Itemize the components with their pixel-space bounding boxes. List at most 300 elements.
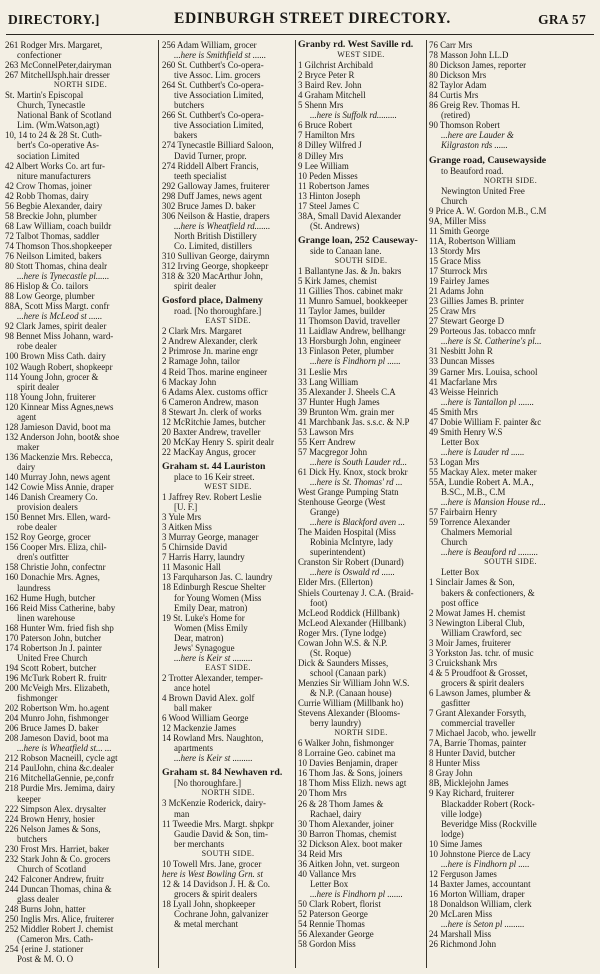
directory-entry: 32 Dickson Alex. boot maker — [298, 838, 403, 849]
directory-entry: Letter Box — [441, 567, 480, 578]
directory-entry: 40 Vallance Mrs — [298, 868, 357, 879]
directory-entry: 1 Jaffrey Rev. Robert Leslie — [162, 492, 262, 503]
directory-entry: Currie William (Millbank ho) — [298, 698, 404, 709]
directory-entry: 8 Lorraine Geo. cabinet ma — [298, 748, 396, 759]
directory-entry: bakers — [174, 130, 198, 141]
directory-entry: David Turner, propr. — [174, 150, 247, 161]
directory-entry: 9 Kay Richard, fruiterer — [429, 788, 515, 799]
directory-entry: Co. Limited, distillers — [174, 240, 252, 251]
directory-entry: 4 & 5 Proudfoot & Grosset, — [429, 667, 528, 678]
street-heading: Grange loan, 252 Causeway- — [298, 235, 418, 246]
directory-entry: provision dealers — [17, 502, 78, 513]
directory-entry: laundress — [17, 582, 51, 593]
directory-entry: fishmonger — [17, 693, 58, 704]
directory-entry: 3 Moir James, fruiterer — [429, 637, 511, 648]
directory-entry: 6 Bruce Robert — [298, 120, 353, 131]
directory-entry: 3 McKenzie Roderick, dairy- — [162, 798, 266, 809]
directory-entry: 11 Munro Samuel, bookkeeper — [298, 296, 408, 307]
directory-entry: place to 16 Keir street. — [174, 471, 255, 482]
directory-entry: 11 Tweedie Mrs. Margt. shpkpr — [162, 818, 274, 829]
directory-entry: 56 Begbie Alexander, dairy — [5, 200, 103, 211]
directory-entry: 166 Reid Miss Catherine, baby — [5, 602, 116, 613]
directory-entry: 6 Adams Alex. customs officr — [162, 386, 268, 397]
directory-entry: 19 Fairley James — [429, 276, 490, 287]
directory-entry: 150 Bennet Mrs. Ellen, ward- — [5, 512, 111, 523]
directory-entry: 9A, Miller Miss — [429, 215, 486, 226]
directory-entry: for Young Women (Miss — [174, 592, 262, 603]
directory-entry: National Bank of Scotland — [17, 110, 112, 121]
directory-entry: 39 Garner Mrs. Louisa, school — [429, 366, 538, 377]
directory-entry: Church, Tynecastle — [17, 100, 86, 111]
directory-entry: 4 Brown David Alex. golf — [162, 693, 255, 703]
directory-entry: 8B, Micklejohn James — [429, 778, 509, 789]
cross-street-line: ...here is Blackford aven ... — [310, 517, 405, 528]
directory-entry: 17 Steel James C — [298, 200, 359, 211]
directory-entry: 11 Masonic Hall — [162, 562, 221, 573]
directory-entry: road. [No thoroughfare.] — [174, 306, 262, 317]
directory-entry: 6 Cameron Andrew, mason — [162, 396, 259, 407]
directory-entry: to Beauford road. — [441, 165, 504, 176]
directory-entry: 50 Clark Robert, florist — [298, 898, 381, 909]
directory-entry: 261 Rodger Mrs. Margaret, — [5, 40, 103, 50]
directory-entry: linen warehouse — [17, 612, 75, 623]
directory-entry: 14 Baxter James, accountant — [429, 878, 531, 889]
directory-entry: 16 Morton William, draper — [429, 888, 525, 899]
directory-entry: 7A, Barrie Thomas, painter — [429, 738, 527, 749]
directory-entry: 41 Macfarlane Mrs — [429, 376, 498, 387]
directory-entry: Chalmers Memorial — [441, 527, 513, 538]
directory-entry: Cranston Sir Robert (Dunard) — [298, 557, 404, 568]
directory-entry: 80 Stott Thomas, china dealr — [5, 261, 108, 272]
directory-entry: 256 Adam William, grocer — [162, 40, 257, 50]
directory-entry: 274 Riddell Albert Francis, — [162, 160, 259, 171]
cross-street-line: Kilgraston rds ...... — [441, 140, 508, 151]
directory-entry: tive Association Limited, — [174, 120, 264, 131]
directory-entry: 59 Torrence Alexander — [429, 517, 511, 528]
directory-entry: Beveridge Miss (Rockville — [441, 818, 537, 829]
directory-entry: [No thoroughfare.] — [174, 778, 242, 789]
directory-entry: 2 Primrose Jn. marine engr — [162, 346, 258, 357]
directory-entry: 254 {erine J. stationer — [5, 944, 84, 955]
directory-entry: 31 Nesbitt John R — [429, 346, 493, 357]
directory-entry: 36 Aitken John, vet. surgeon — [298, 858, 400, 869]
directory-entry: 26 Richmond John — [429, 939, 497, 950]
directory-entry: 20 McLaren Miss — [429, 909, 493, 920]
directory-entry: 263 McConnelPeter,dairyman — [5, 60, 112, 71]
side-heading: EAST SIDE. — [205, 662, 251, 672]
directory-entry: Blackadder Robert (Rock- — [441, 798, 535, 809]
directory-entry: 7 Michael Jacob, who. jewellr — [429, 728, 536, 739]
directory-entry: 30 Barron Thomas, chemist — [298, 828, 397, 839]
directory-entry: 252 Middler Robert J. chemist — [5, 924, 114, 935]
directory-entry: 302 Bruce James D. baker — [162, 200, 256, 211]
directory-entry: 5 Kirk James, chemist — [298, 276, 377, 287]
directory-entry: 53 Logan Mrs — [429, 456, 480, 467]
directory-entry: 200 McVeigh Mrs. Elizabeth, — [5, 683, 110, 693]
directory-entry: Church — [441, 195, 468, 206]
directory-entry: 318 & 320 MacArthur John, — [162, 271, 263, 282]
directory-entry: 8 Dilley Wilfred J — [298, 140, 362, 151]
side-heading: SOUTH SIDE. — [334, 255, 388, 265]
directory-entry: 7 Hamilton Mrs — [298, 130, 355, 141]
directory-entry: school (Canaan park) — [310, 667, 386, 678]
directory-entry: 120 Kinnear Miss Agnes,news — [5, 401, 114, 412]
directory-entry: Robinia McIntyre, lady — [310, 537, 394, 548]
directory-entry: 13 Finlason Peter, plumber — [298, 346, 394, 357]
directory-entry: 43 Weisse Heinrich — [429, 386, 499, 397]
directory-entry: 90 Thomson Robert — [429, 120, 500, 131]
directory-entry: 18 Lyall John, shopkeeper — [162, 898, 256, 909]
cross-street-line: ...here are Lauder & — [441, 130, 514, 141]
directory-entry: butchers — [17, 833, 48, 844]
directory-entry: 8 Gray John — [429, 768, 473, 779]
directory-entry: 6 Mackay John — [162, 376, 217, 387]
directory-entry: teeth specialist — [174, 170, 227, 181]
directory-entry: 53 Lawson Mrs — [298, 426, 354, 437]
directory-entry: 20 Baxter Andrew, traveller — [162, 426, 261, 437]
directory-entry: (retired) — [441, 110, 471, 121]
directory-entry: 248 Burns John, hatter — [5, 904, 86, 915]
directory-entry: 142 Cowie Miss Annie, draper — [5, 482, 114, 493]
directory-entry: 162 Hume Hugh, butcher — [5, 592, 96, 603]
column-1 — [5, 40, 156, 964]
directory-entry: 86 Greig Rev. Thomas H. — [429, 100, 520, 111]
directory-entry: The Maiden Hospital (Miss — [298, 527, 396, 538]
directory-entry: glass dealer — [17, 893, 59, 904]
directory-entry: superintendent) — [310, 547, 366, 558]
page-title: EDINBURGH STREET DIRECTORY. — [174, 10, 451, 27]
header-left: DIRECTORY.] — [8, 12, 100, 27]
directory-entry: 82 Taylor Adam — [429, 80, 487, 91]
side-heading: WEST SIDE. — [337, 50, 385, 60]
directory-entry: Rachael, dairy — [310, 808, 362, 819]
column-2 — [162, 40, 294, 929]
directory-entry: 13 Stordy Mrs — [429, 245, 481, 256]
directory-entry: 57 Fairbairn Henry — [429, 507, 498, 518]
directory-entry: 23 Gillies James B. printer — [429, 296, 524, 307]
directory-entry: 3 Baird Rev. John — [298, 80, 362, 91]
directory-entry: 168 Hunter Wm. fried fish shp — [5, 622, 114, 633]
directory-entry: 9 Lee William — [298, 160, 349, 171]
directory-entry: 208 Jameson David, boot ma — [5, 733, 109, 744]
directory-entry: (St. Andrews) — [310, 220, 360, 231]
directory-entry: 13 Hinton Joseph — [298, 190, 361, 201]
directory-entry: gasfitter — [441, 698, 471, 709]
side-heading: NORTH SIDE. — [483, 175, 538, 185]
directory-entry: 206 Bruce James D. baker — [5, 723, 99, 734]
directory-entry: 30 Thom Alexander, joiner — [298, 818, 394, 829]
directory-entry: 45 Smith Mrs — [429, 406, 478, 417]
directory-entry: 88 Low George, plumber — [5, 291, 95, 302]
directory-entry: 292 Galloway James, fruiterer — [162, 180, 270, 191]
directory-entry: confectioner — [17, 50, 62, 61]
directory-entry: 98 Bennet Miss Johann, ward- — [5, 331, 114, 342]
street-heading: Graham st. 84 Newhaven rd. — [162, 768, 283, 779]
directory-entry: 57 Macgregor John — [298, 446, 368, 457]
directory-entry: Letter Box — [310, 878, 349, 889]
directory-entry: North British Distillery — [174, 230, 257, 241]
directory-entry: 224 Brown Henry, hosier — [5, 813, 95, 824]
directory-entry: 12 Ferguson James — [429, 868, 497, 879]
directory-entry: bakers & confectioners, & — [441, 587, 535, 598]
directory-entry: 35 Alexander J. Sheels C.A — [298, 386, 396, 397]
column-3 — [298, 40, 424, 949]
directory-entry: post office — [441, 597, 479, 608]
directory-entry: 196 McTurk Robert R. fruitr — [5, 672, 107, 683]
directory-entry: 55A, Lundie Robert A. M.A., — [429, 477, 534, 488]
directory-entry: 27 Stewart George D — [429, 316, 505, 327]
directory-entry: 1 Sinclair James & Son, — [429, 577, 515, 588]
directory-entry: maker — [17, 441, 40, 452]
side-heading: SOUTH SIDE. — [484, 557, 537, 567]
directory-entry: 306 Neilson & Hastie, drapers — [162, 210, 270, 221]
directory-entry: 118 Young John, fruiterer — [5, 391, 96, 402]
directory-entry: 310 Sullivan George, dairymn — [162, 250, 270, 261]
directory-entry: 14 Rowland Mrs. Naughton, — [162, 733, 264, 744]
cross-street-line: ...here is St. Thomas' rd ... — [310, 477, 403, 488]
directory-entry: 312 Irving George, shopkeepr — [162, 261, 269, 272]
directory-entry: 2 Trotter Alexander, temper- — [162, 672, 264, 683]
directory-entry: 3 Newington Liberal Club, — [429, 617, 525, 628]
directory-entry: 11 Smith George — [429, 225, 490, 236]
directory-entry: robe dealer — [17, 522, 57, 533]
directory-entry: 55 Mackay Alex. meter maker — [429, 466, 537, 477]
directory-entry: 26 & 28 Thom James & — [298, 798, 384, 809]
side-heading: NORTH SIDE. — [53, 80, 108, 90]
directory-entry: 11 Taylor James, builder — [298, 306, 386, 317]
directory-entry: 8 Stewart Jn. clerk of works — [162, 406, 262, 417]
header-right: GRA 57 — [538, 12, 586, 27]
cross-street-line: ...here is Smithfield st ...... — [174, 50, 267, 61]
directory-entry: 29 Porteous Jas. tobacco mnfr — [429, 326, 536, 337]
directory-entry: butchers — [174, 100, 205, 111]
directory-entry: 102 Waugh Robert, shopkeepr — [5, 361, 113, 372]
directory-entry: 11 Thomson David, traveller — [298, 316, 401, 327]
directory-entry: 10 Peden Misses — [298, 170, 358, 181]
directory-entry: 13 Horsburgh John, engineer — [298, 336, 401, 347]
directory-entry: 158 Christie John, confectnr — [5, 562, 106, 573]
directory-entry: 4 Graham Mitchell — [298, 90, 366, 101]
directory-entry: 267 MitchellJsph.hair dresser — [5, 70, 110, 81]
directory-entry: 11 Gillies Thos. cabinet makr — [298, 286, 403, 297]
directory-entry: 42 Crow Thomas, joiner — [5, 180, 92, 191]
directory-entry: 58 Gordon Miss — [298, 939, 356, 950]
directory-entry: Women (Miss Emily — [174, 622, 248, 633]
directory-entry: West Grange Pumping Statn — [298, 487, 399, 498]
directory-entry: 80 Dickson James, reporter — [429, 60, 527, 71]
directory-entry: Dick & Saunders Misses, — [298, 657, 389, 668]
directory-entry: 3 Yorkston Jas. tchr. of music — [429, 647, 534, 658]
directory-entry: ville lodge) — [441, 808, 482, 819]
cross-street-line: ...here is Suffolk rd......... — [310, 110, 397, 121]
directory-entry: 20 Thom Mrs — [298, 788, 347, 799]
directory-entry: 47 Dobie William F. painter &c — [429, 416, 542, 427]
directory-entry: 114 Young John, grocer & — [5, 371, 99, 382]
directory-entry: 5 Chirnside David — [162, 542, 228, 553]
directory-entry: Letter Box — [441, 436, 480, 447]
directory-entry: 2 Mowat James H. chemist — [429, 607, 526, 618]
directory-entry: Cowan John W.S. & N.P. — [298, 637, 388, 648]
directory-entry: 232 Stark John & Co. grocers — [5, 853, 111, 864]
directory-entry: spirit dealer — [174, 281, 217, 292]
directory-entry: 1 Gilchrist Archibald — [298, 60, 373, 71]
directory-entry: 34 Reid Mrs — [298, 848, 343, 859]
directory-entry: tive Association Limited, — [174, 90, 264, 101]
directory-entry: 7 Grant Alexander Forsyth, — [429, 708, 527, 719]
directory-entry: 264 St. Cuthbert's Co-opera- — [162, 80, 264, 91]
directory-entry: 244 Duncan Thomas, china & — [5, 883, 112, 894]
directory-entry: sociation Limited — [17, 150, 80, 161]
directory-entry: dren's outfitter — [17, 552, 69, 563]
directory-entry: Grange) — [310, 507, 340, 518]
directory-entry: 56 Alexander George — [298, 929, 374, 940]
directory-entry: lodge) — [441, 828, 464, 839]
directory-entry: Church of Scotland — [17, 863, 87, 874]
directory-entry: 61 Dick Hy. Knox, stock brokr — [298, 466, 408, 477]
directory-entry: Lim. (Wm.Watson,agt) — [17, 120, 100, 131]
directory-entry: 33 Duncan Misses — [429, 356, 495, 367]
directory-entry: 140 Murray John, news agent — [5, 472, 111, 483]
directory-entry: 2 Clark Mrs. Margaret — [162, 326, 242, 337]
directory-entry: 212 Robson Macneill, cycle agt — [5, 753, 118, 764]
directory-entry: 19 St. Luke's Home for — [162, 612, 245, 623]
directory-entry: ance hotel — [174, 682, 211, 693]
directory-entry: 37 Hunter Hugh James — [298, 396, 380, 407]
directory-entry: 2 Bryce Peter R — [298, 70, 355, 81]
directory-entry: 12 McRitchie James, butcher — [162, 416, 266, 427]
directory-entry: 10 Davies Benjamin, draper — [298, 758, 398, 769]
directory-entry: 39 Brunton Wm. grain mer — [298, 406, 395, 417]
directory-entry: 18 Edinburgh Rescue Shelter — [162, 582, 266, 593]
directory-entry: McLeod Alexander (Hillbank) — [298, 617, 406, 628]
cross-street-line: ...here is Keir st ......... — [174, 652, 253, 663]
directory-entry: 214 PaulJohn, china &c.dealer — [5, 763, 114, 774]
cross-street-line: ...here is Keir st ......... — [174, 753, 253, 764]
directory-entry: 10, 14 to 24 & 28 St. Cuth- — [5, 130, 102, 141]
directory-entry: 4 Reid Thos. marine engineer — [162, 366, 268, 377]
directory-entry: 41 Marchbank Jas. s.s.c. & N.P — [298, 416, 410, 427]
header-rule — [6, 34, 594, 35]
directory-entry: agent — [17, 411, 37, 422]
directory-entry: 72 Talbot Thomas, saddler — [5, 230, 100, 241]
directory-entry: 11 Robertson James — [298, 180, 370, 191]
directory-entry: 24 Marshall Miss — [429, 929, 492, 940]
directory-entry: 80 Dickson Mrs — [429, 70, 487, 81]
directory-entry: niture manufacturers — [17, 170, 91, 181]
directory-entry: 260 St. Cuthbert's Co-opera- — [162, 60, 264, 71]
directory-entry: Cochrane John, galvanizer — [174, 908, 269, 919]
street-heading: Gosford place, Dalmeny — [162, 296, 263, 307]
directory-entry: 16 Thom Jas. & Sons, joiners — [298, 768, 403, 779]
directory-entry: 49 Smith Henry W.S — [429, 426, 503, 437]
directory-entry: Jews' Synagogue — [174, 642, 235, 653]
directory-entry: 21 Adams John — [429, 286, 484, 297]
street-heading: Grange road, Causewayside — [429, 155, 547, 166]
directory-entry: 10 Towell Mrs. Jane, grocer — [162, 858, 262, 869]
directory-entry: 2 Andrew Alexander, clerk — [162, 336, 258, 347]
directory-entry: Newington United Free — [441, 185, 525, 196]
directory-entry: 84 Curtis Mrs — [429, 90, 479, 101]
directory-entry: 132 Anderson John, boot& shoe — [5, 431, 120, 442]
directory-entry: 68 Law William, coach buildr — [5, 220, 112, 231]
cross-street-line: ...here is Mansion House rd... — [441, 497, 546, 508]
directory-entry: 54 Rennie Thomas — [298, 919, 365, 930]
directory-entry: 242 Falconer Andrew, fruitr — [5, 873, 104, 884]
cross-street-line: ...here is St. Catherine's pl... — [441, 336, 542, 347]
directory-entry: 6 Wood William George — [162, 713, 249, 724]
cross-street-line: ...here is McLeod st ...... — [17, 311, 103, 322]
directory-entry: William Crawford, sec — [441, 627, 522, 638]
directory-entry: 76 Carr Mrs — [429, 40, 473, 50]
directory-entry: 8 Hunter David, butcher — [429, 748, 516, 759]
directory-entry: 9 Price A. W. Gordon M.B., C.M — [429, 205, 547, 216]
directory-entry: 8 Dilley Mrs — [298, 150, 344, 161]
directory-entry: 58 Breckie John, plumber — [5, 210, 97, 221]
directory-entry: 3 Yule Mrs — [162, 512, 202, 523]
directory-entry: 1 Ballantyne Jas. & Jn. bakrs — [298, 266, 402, 277]
directory-entry: 170 Paterson John, butcher — [5, 632, 102, 643]
directory-entry: bert's Co-operative As- — [17, 140, 99, 151]
directory-entry: apartments — [174, 743, 213, 754]
directory-entry: Church — [441, 537, 468, 548]
directory-entry: 11A, Robertson William — [429, 235, 516, 246]
cross-street-line: ...here is Lauder rd ...... — [441, 446, 525, 457]
directory-entry: 3 Cruickshank Mrs — [429, 657, 498, 668]
directory-entry: man — [174, 808, 190, 819]
directory-entry: Stenhouse George (West — [298, 497, 386, 508]
side-heading: SOUTH SIDE. — [201, 848, 255, 858]
directory-entry: 31 Leslie Mrs — [298, 366, 348, 377]
directory-entry: tive Assoc. Lim. grocers — [174, 70, 261, 81]
directory-entry: & N.P. (Canaan house) — [310, 688, 392, 698]
directory-entry: 11 Laidlaw Andrew, bellhangr — [298, 326, 406, 337]
directory-entry: 136 Mackenzie Mrs. Rebecca, — [5, 451, 113, 462]
cross-street-line: ...here is Beauford rd ......... — [441, 547, 539, 558]
directory-entry: 160 Donachie Mrs. Agnes, — [5, 572, 100, 583]
directory-entry: robe dealer — [17, 341, 57, 352]
directory-entry: Gaudie David & Son, tim- — [174, 828, 268, 839]
directory-entry: 250 Inglis Mrs. Alice, fruiterer — [5, 914, 114, 925]
side-heading: NORTH SIDE. — [334, 728, 388, 738]
directory-entry: ball maker — [174, 703, 212, 714]
directory-entry: 78 Masson John LL.D — [429, 50, 509, 61]
directory-entry: 10 Sime James — [429, 838, 483, 849]
directory-entry: 222 Simpson Alex. drysalter — [5, 803, 107, 814]
directory-entry: 7 Harris Harry, laundry — [162, 552, 245, 563]
directory-entry: 74 Thomson Thos.shopkeeper — [5, 240, 112, 251]
cross-street-line: ...here is Findhorn pl ..... — [441, 858, 530, 869]
directory-entry: 18 Donaldson William, clerk — [429, 898, 532, 909]
directory-entry: Dear, matron) — [174, 632, 224, 643]
directory-entry: 202 Robertson Wm. ho.agent — [5, 703, 110, 714]
directory-entry: 86 Hislop & Co. tailors — [5, 281, 89, 292]
directory-entry: spirit dealer — [17, 381, 60, 392]
directory-entry: 88A, Scott Miss Margt. confr — [5, 301, 110, 312]
directory-entry: Elder Mrs. (Ellerton) — [298, 577, 373, 588]
directory-entry: 174 Robertson Jn J. painter — [5, 642, 102, 653]
directory-entry: keeper — [17, 793, 41, 804]
directory-entry: 18 Thom Miss Elizh. news agt — [298, 778, 407, 789]
cross-street-line: ...here is Oswald rd ...... — [310, 567, 395, 578]
directory-entry: 3 Murray George, manager — [162, 532, 259, 543]
cross-street-line: ...here is Findhorn pl ....... — [310, 888, 403, 899]
directory-entry: [U. F.] — [174, 502, 198, 513]
directory-entry: 2 Ramage John, tailor — [162, 356, 240, 367]
cross-street-line: ...here is Tynecastle pl...... — [17, 271, 110, 282]
directory-entry: 17 Sturrock Mrs — [429, 266, 488, 277]
directory-entry: 128 Jamieson David, boot ma — [5, 421, 111, 432]
directory-entry: grocers & spirit dealers — [441, 677, 525, 688]
